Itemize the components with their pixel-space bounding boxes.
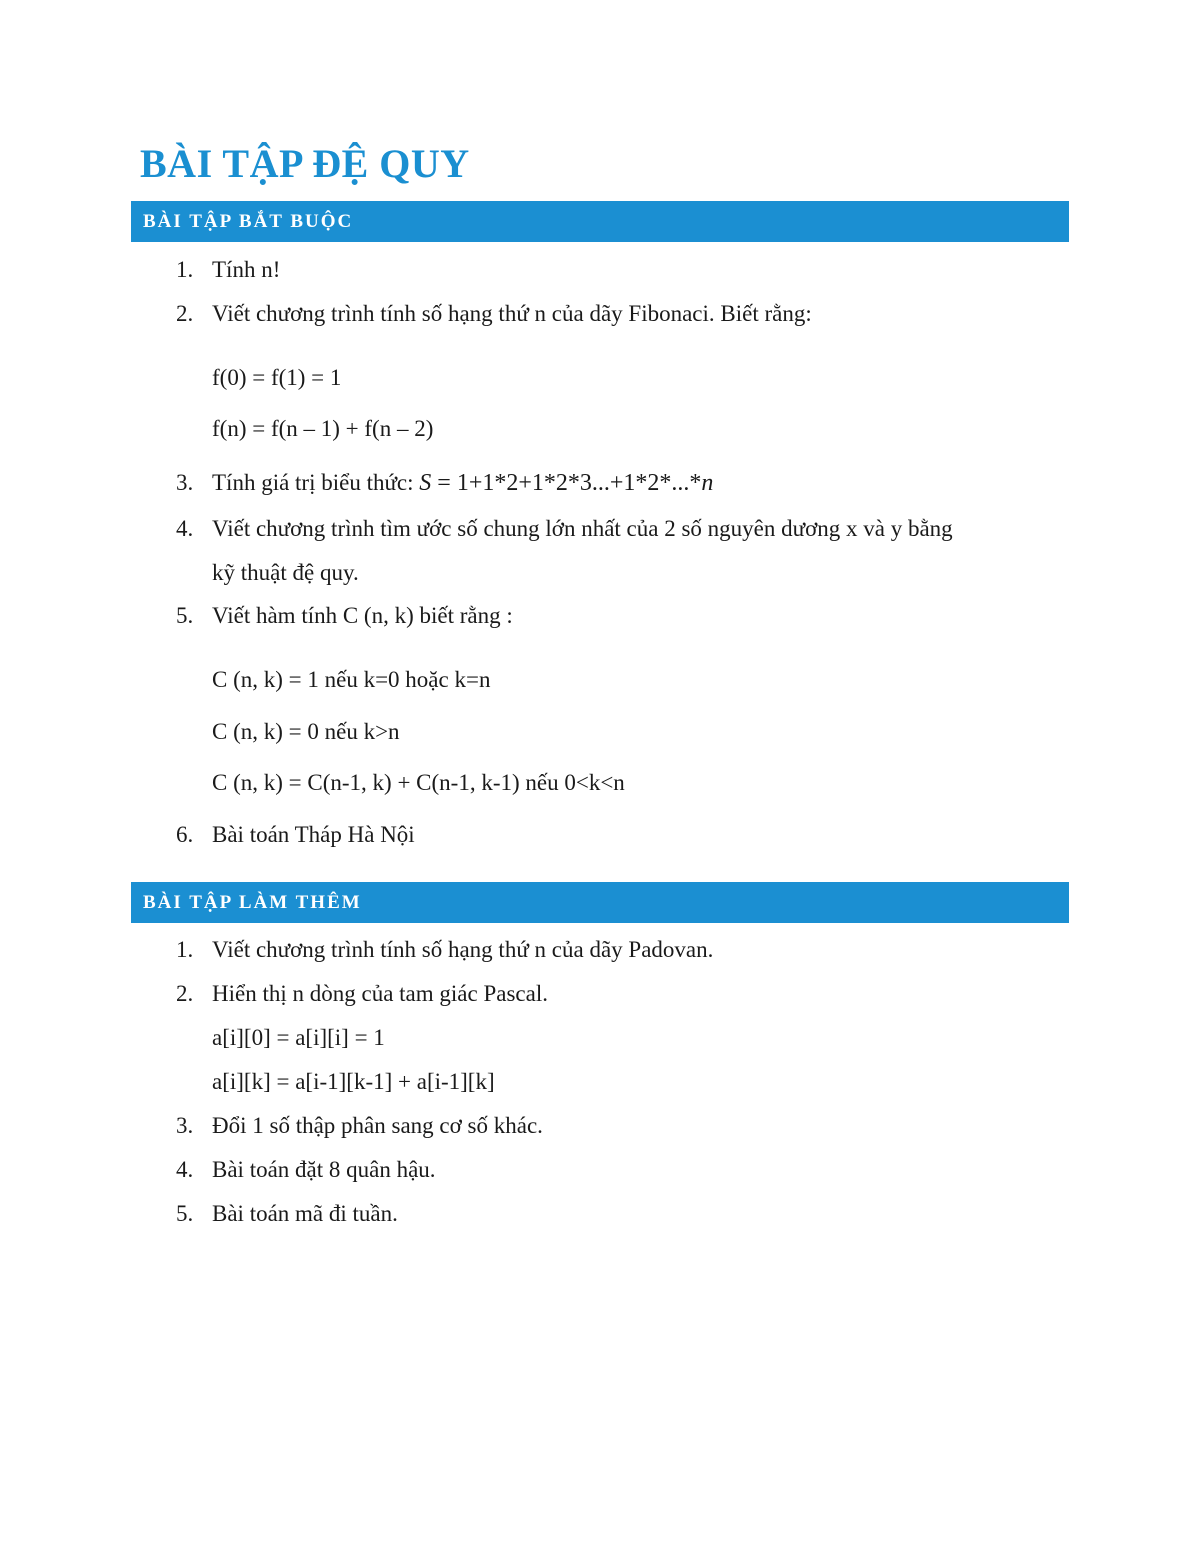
list-item xyxy=(176,292,1056,336)
item-text: Tính giá trị biểu thức: xyxy=(212,470,420,495)
item-number: 2. xyxy=(176,981,194,1006)
list-item xyxy=(176,928,1056,972)
item-number: 4. xyxy=(176,1157,194,1182)
item-text: Bài toán Tháp Hà Nội xyxy=(212,822,415,847)
math-variable: n xyxy=(701,470,714,496)
math-expression xyxy=(419,470,713,496)
item-text: Tính n! xyxy=(212,257,281,282)
item-number: 5. xyxy=(176,603,194,628)
list-item xyxy=(176,1192,1056,1236)
item-number: 3. xyxy=(176,1113,194,1138)
item-text: Đổi 1 số thập phân sang cơ số khác. xyxy=(212,1113,543,1138)
item-text: Viết hàm tính C (n, k) biết rằng : xyxy=(212,603,513,628)
item-number: 6. xyxy=(176,822,194,847)
formula-line: C (n, k) = 1 nếu k=0 hoặc k=n xyxy=(212,667,491,692)
section-heading-mandatory: BÀI TẬP BẮT BUỘC xyxy=(131,201,1069,242)
item-number: 1. xyxy=(176,257,194,282)
formula-line: a[i][0] = a[i][i] = 1 xyxy=(212,1025,385,1050)
item-number: 5. xyxy=(176,1201,194,1226)
formula-line: a[i][k] = a[i-1][k-1] + a[i-1][k] xyxy=(212,1069,495,1094)
item-number: 3. xyxy=(176,470,194,495)
item-number: 1. xyxy=(176,937,194,962)
item-text: Viết chương trình tìm ước số chung lớn nhất của 2 số nguyên dương x và y bằng xyxy=(212,516,953,541)
math-body: = 1+1*2+1*2*3...+1*2*...* xyxy=(431,470,702,496)
item-text-continued: kỹ thuật đệ quy. xyxy=(212,560,359,585)
item-text: Hiển thị n dòng của tam giác Pascal. xyxy=(212,981,548,1006)
math-variable: S xyxy=(419,470,432,496)
list-item xyxy=(176,1104,1056,1148)
item-text: Viết chương trình tính số hạng thứ n của dãy Padovan. xyxy=(212,937,714,962)
list-item xyxy=(176,1148,1056,1192)
item-number: 2. xyxy=(176,301,194,326)
section-heading-extra: BÀI TẬP LÀM THÊM xyxy=(131,882,1069,923)
list-item xyxy=(176,813,1056,857)
list-item xyxy=(176,461,1056,505)
formula-line: f(n) = f(n – 1) + f(n – 2) xyxy=(212,416,434,441)
item-text: Bài toán đặt 8 quân hậu. xyxy=(212,1157,436,1182)
item-text: Bài toán mã đi tuần. xyxy=(212,1201,398,1226)
formula-line: C (n, k) = 0 nếu k>n xyxy=(212,719,400,744)
item-text: Viết chương trình tính số hạng thứ n của dãy Fibonaci. Biết rằng: xyxy=(212,301,812,326)
formula-line: f(0) = f(1) = 1 xyxy=(212,365,342,390)
list-item xyxy=(176,594,1056,638)
formula-line: C (n, k) = C(n-1, k) + C(n-1, k-1) nếu 0<k<n xyxy=(212,770,625,795)
list-item xyxy=(176,248,1056,292)
list-item xyxy=(176,972,1056,1016)
page-title: BÀI TẬP ĐỆ QUY xyxy=(140,141,470,186)
list-item xyxy=(176,507,1056,595)
item-number: 4. xyxy=(176,516,194,541)
